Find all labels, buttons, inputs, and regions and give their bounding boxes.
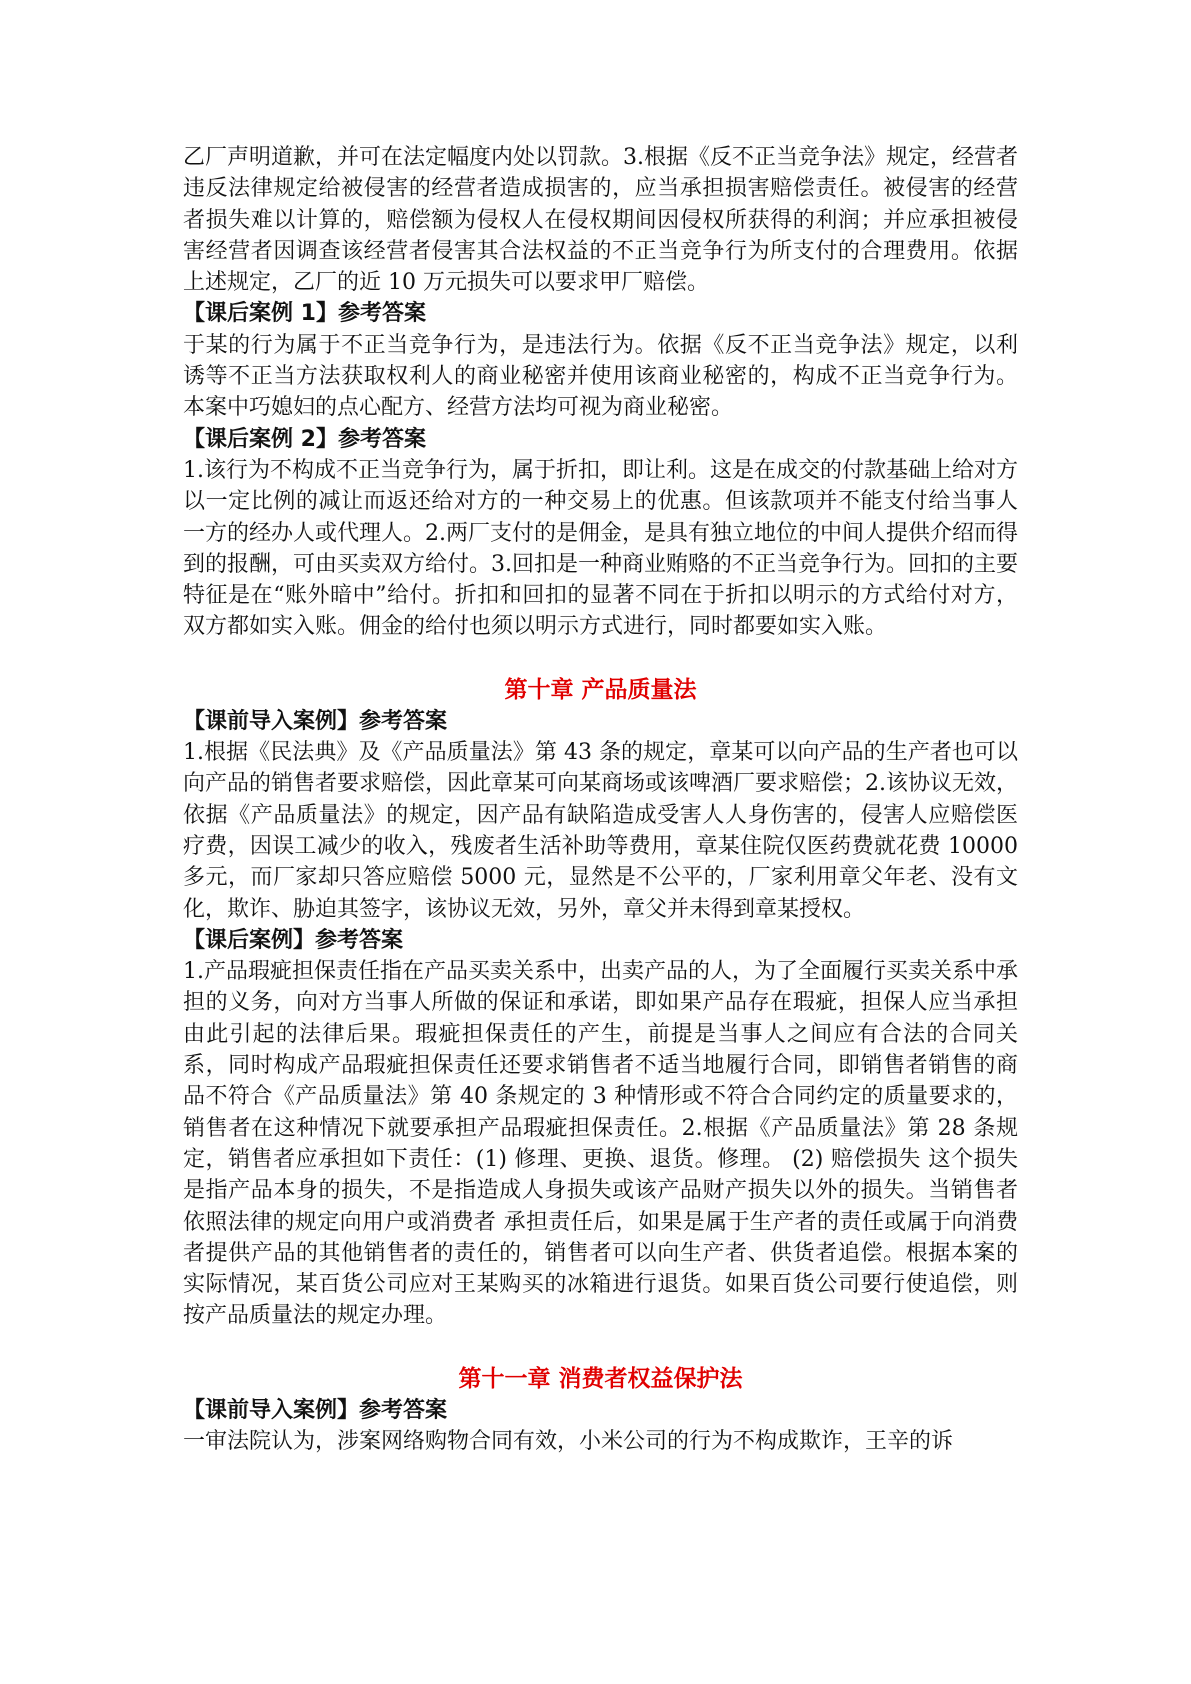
section-heading: 【课前导入案例】参考答案 xyxy=(183,708,448,734)
paragraph: 1.该行为不构成不正当竞争行为，属于折扣，即让利。这是在成交的付款基础上给对方以一定比例的减让而返还给对方的一种交易上的优惠。但该款项并不能支付给当事人一方的经办人或代理人。2.两厂支付的是佣金，是具有独立地位的中间人提供介绍而得到的报酬，可由买卖双方给付。3.回扣是一种商业贿赂的不正当竞争行为。回扣的主要特征是在“账外暗中”给付。折扣和回扣的显著不同在于折扣以明示的方式给付对方，双方都如实入账。佣金的给付也须以明示方式进行，同时都要如实入账。 xyxy=(183,457,1018,640)
paragraph: 1.产品瑕疵担保责任指在产品买卖关系中，出卖产品的人，为了全面履行买卖关系中承担的义务，向对方当事人所做的保证和承诺，即如果产品存在瑕疵，担保人应当承担由此引起的法律后果。瑕疵担保责任的产生，前提是当事人之间应有合法的合同关系，同时构成产品瑕疵担保责任还要求销售者不适当地履行合同，即销售者销售的商品不符合《产品质量法》第 40 条规定的 3 种情形或不符合合同约定的质量要求的，销售者在这种情况下就要承担产品瑕疵担保责任。2.根据《产品质量法》第 28 条规定，销售者应承担如下责任：(1) 修理、更换、退货。修理。 (2) 赔偿损失 这个损失是指产品本身的损失，不是指造成人身损失或该产品财产损失以外的损失。当销售者依照法律的规定向用户或消费者 承担责任后，如果是属于生产者的责任或属于向消费者提供产品的其他销售者的责任的，销售者可以向生产者、供货者追偿。根据本案的实际情况，某百货公司应对王某购买的冰箱进行退货。如果百货公司要行使追偿，则按产品质量法的规定办理。 xyxy=(183,959,1018,1329)
paragraph: 1.根据《民法典》及《产品质量法》第 43 条的规定，章某可以向产品的生产者也可以向产品的销售者要求赔偿，因此章某可向某商场或该啤酒厂要求赔偿；2.该协议无效，依据《产品质量法》的规定，因产品有缺陷造成受害人人身伤害的，侵害人应赔偿医疗费，因误工减少的收入，残废者生活补助等费用，章某住院仅医药费就花费 10000 多元，而厂家却只答应赔偿 5000 元，显然是不公平的，厂家利用章父年老、没有文化，欺诈、胁迫其签字，该协议无效，另外，章父并未得到章某授权。 xyxy=(183,740,1018,922)
paragraph: 一审法院认为，涉案网络购物合同有效，小米公司的行为不构成欺诈，王辛的诉 xyxy=(183,1428,954,1454)
section-heading: 【课后案例 2】参考答案 xyxy=(183,426,426,452)
document-page xyxy=(183,142,1018,1457)
spacer xyxy=(183,1332,1018,1364)
chapter-title: 第十章 产品质量法 xyxy=(504,676,697,703)
paragraph: 于某的行为属于不正当竞争行为，是违法行为。依据《反不正当竞争法》规定，以利诱等不正当方法获取权利人的商业秘密并使用该商业秘密的，构成不正当竞争行为。本案中巧媳妇的点心配方、经营方法均可视为商业秘密。 xyxy=(183,332,1018,421)
paragraph: 乙厂声明道歉，并可在法定幅度内处以罚款。3.根据《反不正当竞争法》规定，经营者违反法律规定给被侵害的经营者造成损害的，应当承担损害赔偿责任。被侵害的经营者损失难以计算的，赔偿额为侵权人在侵权期间因侵权所获得的利润；并应承担被侵害经营者因调查该经营者侵害其合法权益的不正当竞争行为所支付的合理费用。依据上述规定，乙厂的近 10 万元损失可以要求甲厂赔偿。 xyxy=(183,145,1018,296)
section-heading: 【课前导入案例】参考答案 xyxy=(183,1397,448,1423)
chapter-title: 第十一章 消费者权益保护法 xyxy=(458,1365,743,1392)
section-heading: 【课后案例】参考答案 xyxy=(183,927,404,953)
section-heading: 【课后案例 1】参考答案 xyxy=(183,301,426,327)
spacer xyxy=(183,643,1018,675)
